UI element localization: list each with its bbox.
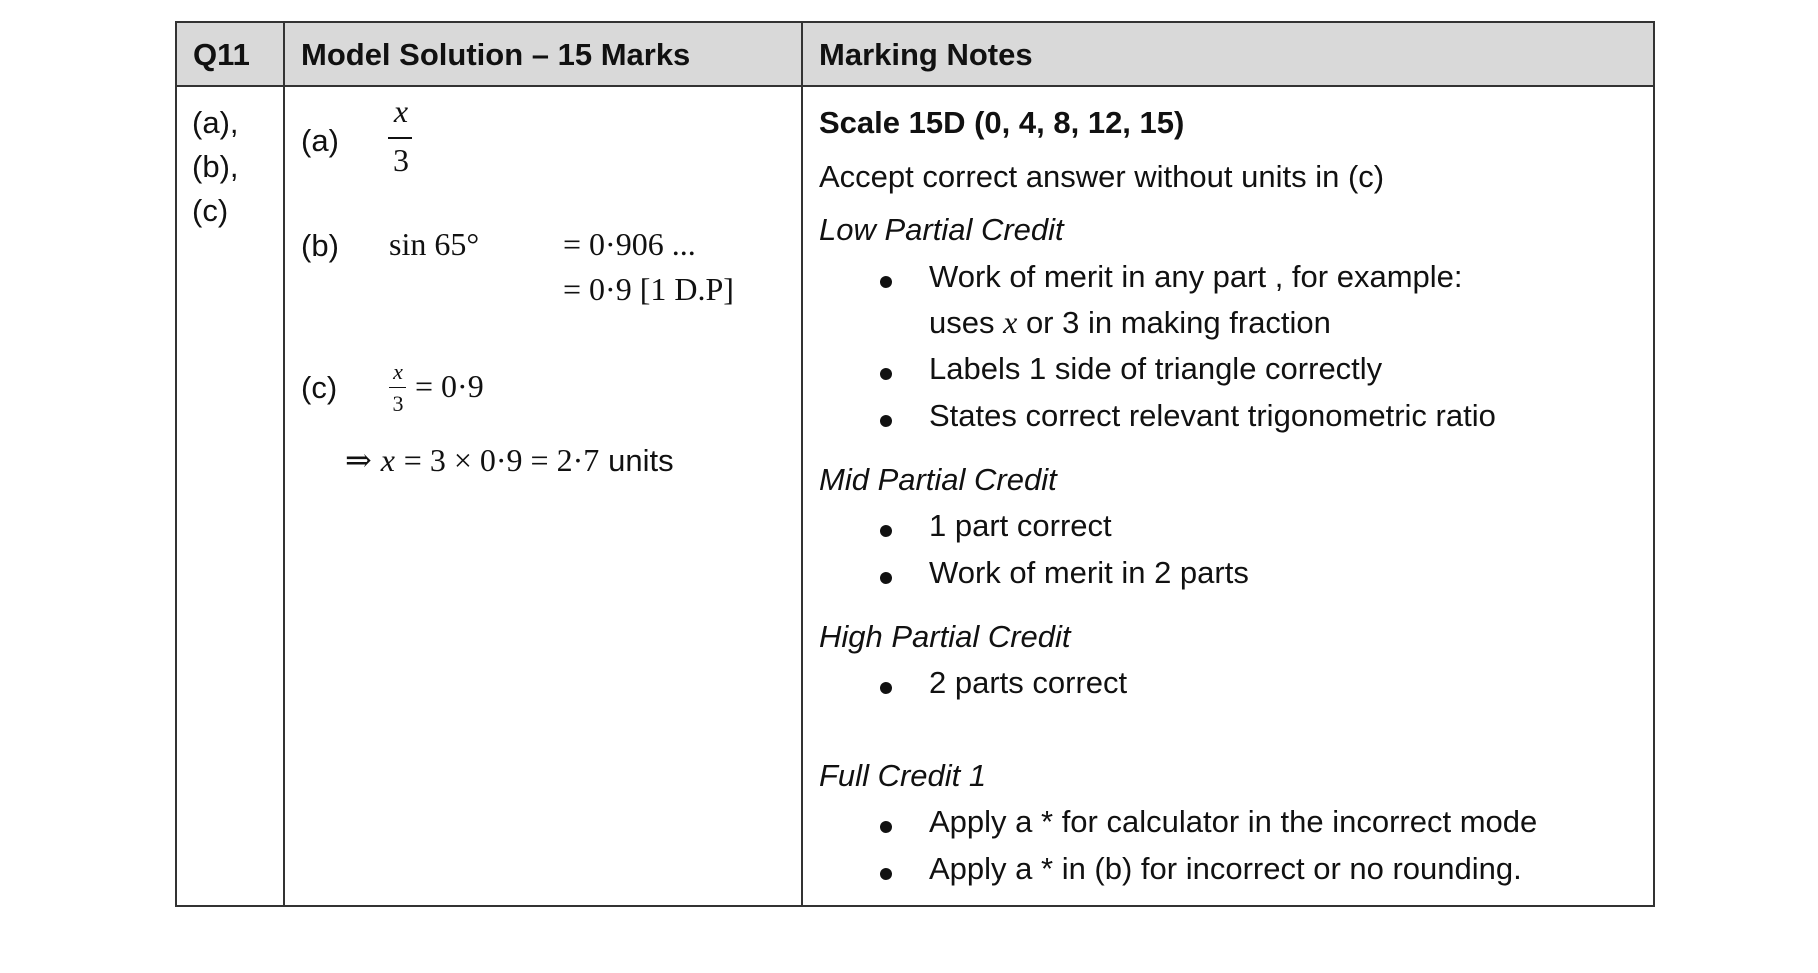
low-credit-item-1-variable: x bbox=[1003, 304, 1018, 340]
bullet-icon bbox=[880, 572, 892, 584]
full-credit-item-2: Apply a * in (b) for incorrect or no rounding. bbox=[929, 851, 1522, 886]
column-divider-1 bbox=[283, 23, 285, 905]
solution-c-units: units bbox=[608, 443, 674, 478]
notes-accept: Accept correct answer without units in (c) bbox=[819, 159, 1385, 194]
low-credit-item-1-continued bbox=[929, 304, 1331, 341]
solution-c-fraction-bar bbox=[389, 387, 406, 388]
solution-c-result bbox=[345, 441, 674, 479]
solution-c-denominator: 3 bbox=[392, 391, 404, 416]
bullet-icon bbox=[880, 276, 892, 288]
bullet-icon bbox=[880, 821, 892, 833]
part-c-label: (c) bbox=[192, 193, 229, 228]
mid-credit-item-1: 1 part correct bbox=[929, 508, 1112, 543]
bullet-icon bbox=[880, 868, 892, 880]
solution-b-equation-2: = 0·9 [1 D.P] bbox=[563, 271, 734, 307]
solution-a-label: (a) bbox=[301, 123, 339, 158]
header-question-label: Q11 bbox=[193, 37, 250, 72]
implies-arrow: ⇒ bbox=[345, 442, 372, 478]
solution-c-result-variable: x bbox=[380, 442, 395, 478]
solution-a-fraction-bar bbox=[388, 137, 412, 139]
header-notes-label: Marking Notes bbox=[819, 37, 1033, 72]
solution-c-result-expression: = 3 × 0·9 = 2·7 bbox=[403, 442, 600, 478]
part-b-label: (b), bbox=[192, 149, 239, 184]
column-divider-2 bbox=[801, 23, 803, 905]
mid-partial-credit-title: Mid Partial Credit bbox=[819, 462, 1057, 497]
full-credit-title: Full Credit 1 bbox=[819, 758, 987, 793]
bullet-icon bbox=[880, 415, 892, 427]
solution-b-equation-1: = 0·906 ... bbox=[563, 226, 696, 262]
solution-b-expression: sin 65° bbox=[389, 226, 480, 262]
part-a-label: (a), bbox=[192, 105, 239, 140]
header-question bbox=[177, 23, 285, 87]
low-credit-item-1: Work of merit in any part , for example: bbox=[929, 259, 1463, 294]
high-credit-item-1: 2 parts correct bbox=[929, 665, 1128, 700]
solution-c-equation: = 0·9 bbox=[415, 368, 484, 404]
high-partial-credit-title: High Partial Credit bbox=[819, 619, 1071, 654]
bullet-icon bbox=[880, 682, 892, 694]
low-credit-item-2: Labels 1 side of triangle correctly bbox=[929, 351, 1383, 386]
header-solution bbox=[285, 23, 803, 87]
solution-c-label: (c) bbox=[301, 370, 338, 405]
solution-c-numerator: x bbox=[393, 359, 403, 384]
solution-a-numerator: x bbox=[393, 93, 409, 129]
bullet-icon bbox=[880, 368, 892, 380]
low-credit-item-1-rest: or 3 in making fraction bbox=[1025, 305, 1331, 340]
notes-scale: Scale 15D (0, 4, 8, 12, 15) bbox=[819, 105, 1185, 140]
full-credit-item-1: Apply a * for calculator in the incorrect mode bbox=[929, 804, 1538, 839]
low-credit-item-1-uses: uses bbox=[929, 305, 995, 340]
header-notes bbox=[803, 23, 1653, 87]
marking-scheme-table bbox=[175, 21, 1655, 907]
mid-credit-item-2: Work of merit in 2 parts bbox=[929, 555, 1249, 590]
solution-a-denominator: 3 bbox=[393, 142, 409, 178]
bullet-icon bbox=[880, 525, 892, 537]
low-credit-item-3: States correct relevant trigonometric ratio bbox=[929, 398, 1496, 433]
low-partial-credit-title: Low Partial Credit bbox=[819, 212, 1064, 247]
solution-b-label: (b) bbox=[301, 228, 339, 263]
header-solution-label: Model Solution – 15 Marks bbox=[301, 37, 691, 72]
